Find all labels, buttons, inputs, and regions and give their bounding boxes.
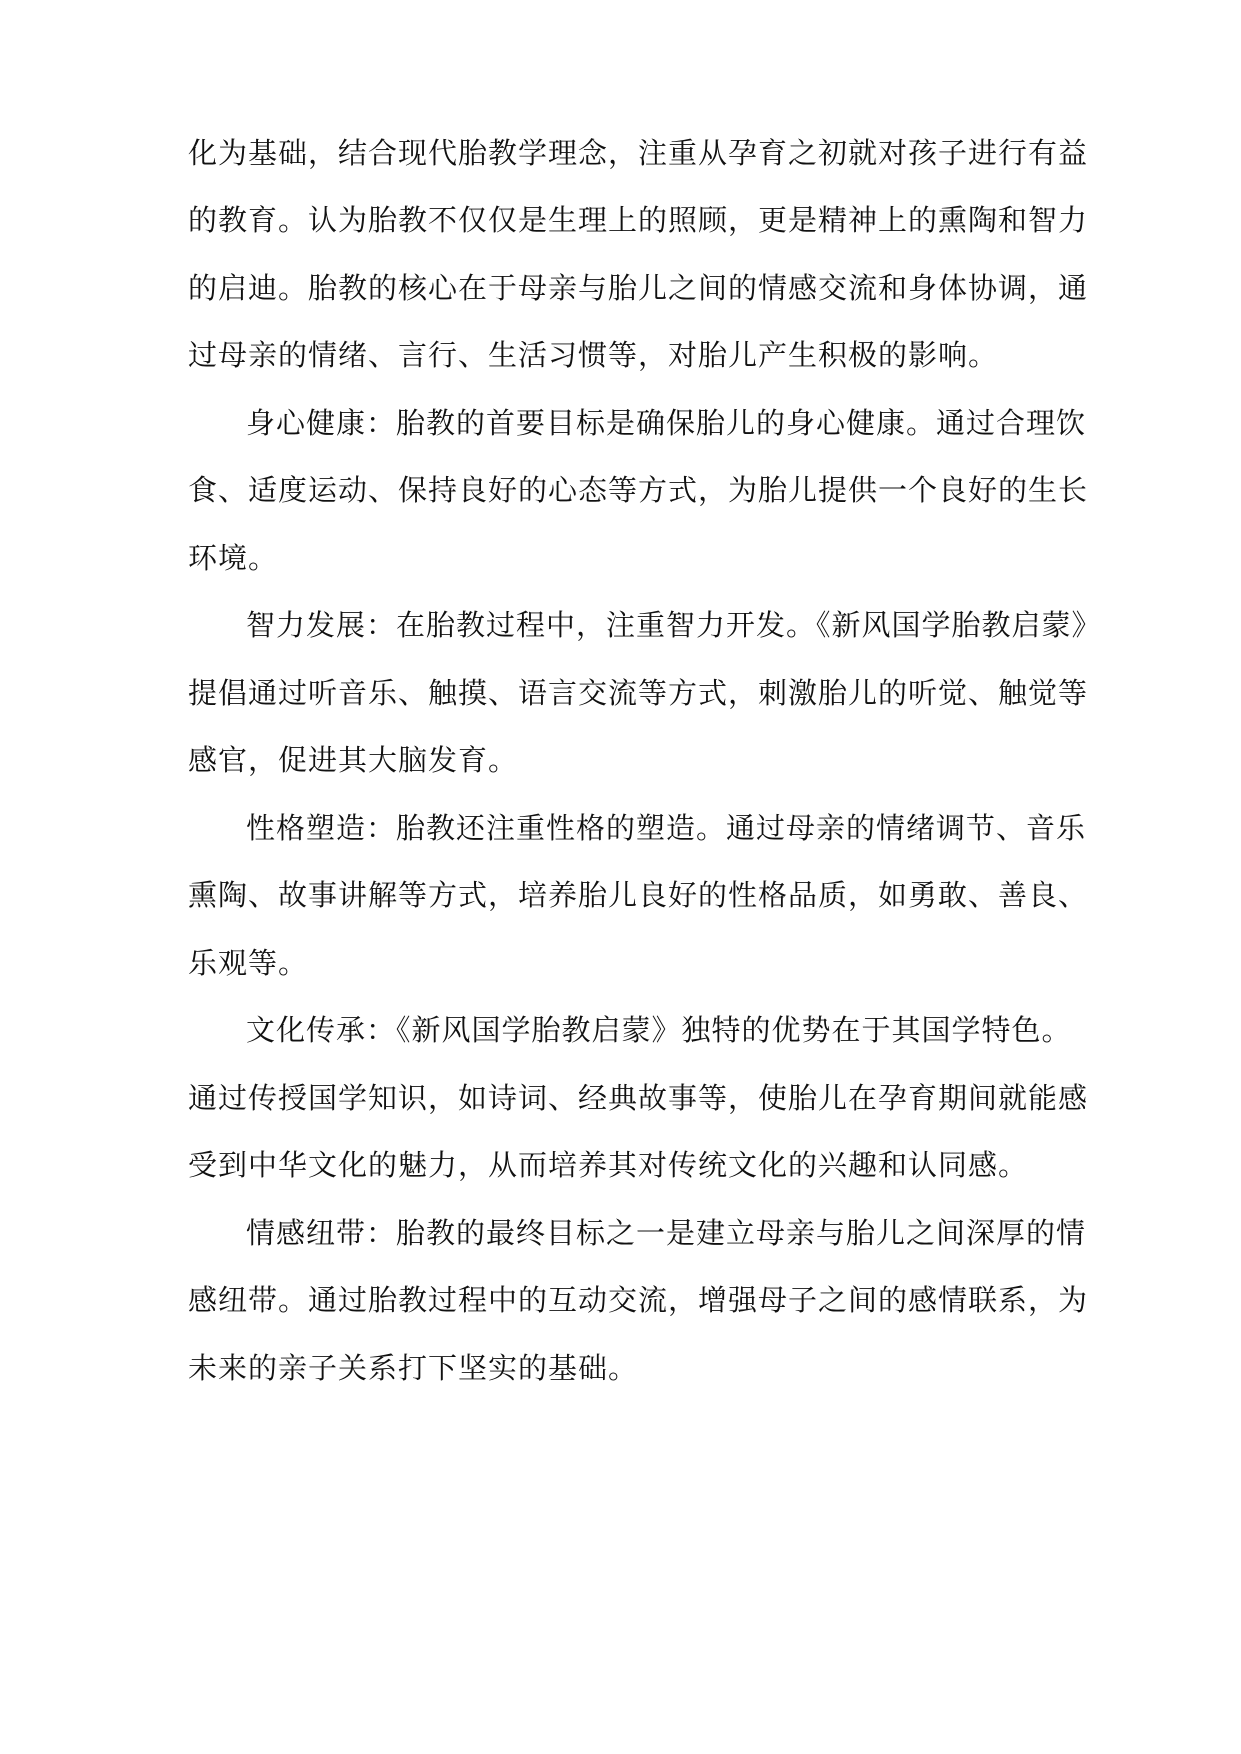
text-line: 提倡通过听音乐、触摸、语言交流等方式，刺激胎儿的听觉、触觉等 — [188, 676, 1089, 710]
text-line: 的启迪。胎教的核心在于母亲与胎儿之间的情感交流和身体协调，通 — [188, 271, 1089, 305]
text-line: 通过传授国学知识，如诗词、经典故事等，使胎儿在孕育期间就能感 — [188, 1081, 1089, 1115]
text-line: 食、适度运动、保持良好的心态等方式，为胎儿提供一个良好的生长 — [188, 473, 1089, 507]
text-line: 的教育。认为胎教不仅仅是生理上的照顾，更是精神上的熏陶和智力 — [188, 203, 1089, 237]
text-line: 未来的亲子关系打下坚实的基础。 — [188, 1351, 639, 1385]
paragraph-first-line: 身心健康：胎教的首要目标是确保胎儿的身心健康。通过合理饮 — [246, 406, 1087, 440]
paragraph-first-line: 情感纽带：胎教的最终目标之一是建立母亲与胎儿之间深厚的情 — [246, 1216, 1087, 1250]
paragraph-first-line: 文化传承：《新风国学胎教启蒙》独特的优势在于其国学特色。 — [246, 1013, 1072, 1047]
text-line: 环境。 — [188, 541, 279, 575]
paragraph-first-line: 智力发展：在胎教过程中，注重智力开发。《新风国学胎教启蒙》 — [246, 608, 1102, 642]
text-line: 过母亲的情绪、言行、生活习惯等，对胎儿产生积极的影响。 — [188, 338, 999, 372]
text-line: 熏陶、故事讲解等方式，培养胎儿良好的性格品质，如勇敢、善良、 — [188, 878, 1089, 912]
text-line: 乐观等。 — [188, 946, 309, 980]
text-line: 感官，促进其大脑发育。 — [188, 743, 519, 777]
text-line: 化为基础，结合现代胎教学理念，注重从孕育之初就对孩子进行有益 — [188, 136, 1089, 170]
text-line: 感纽带。通过胎教过程中的互动交流，增强母子之间的感情联系，为 — [188, 1283, 1089, 1317]
text-line: 受到中华文化的魅力，从而培养其对传统文化的兴趣和认同感。 — [188, 1148, 1029, 1182]
paragraph-first-line: 性格塑造：胎教还注重性格的塑造。通过母亲的情绪调节、音乐 — [246, 811, 1087, 845]
